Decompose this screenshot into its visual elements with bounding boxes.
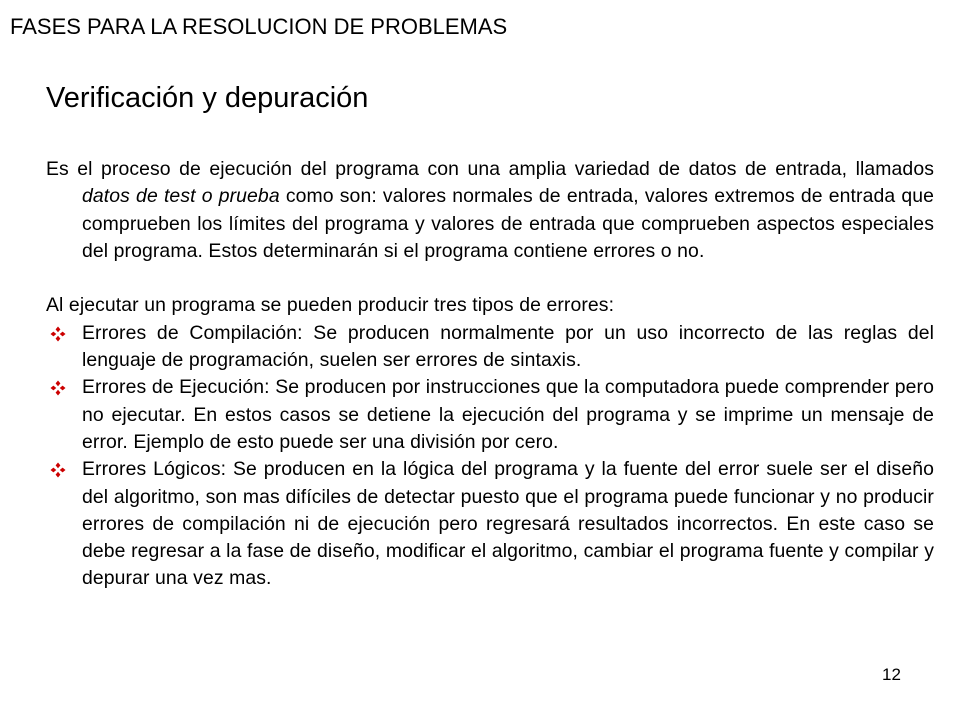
intro-emphasis: datos de test o prueba — [82, 185, 280, 208]
four-diamond-bullet-icon — [50, 462, 66, 478]
bullet-runtime-errors — [46, 374, 934, 456]
four-diamond-bullet-icon — [50, 380, 66, 396]
intro-text-end: como son: valores normales de entrada, valores extremos de entrada que comprueben los límites del programa y valores de entrada que comprueben aspectos especiales del programa. Estos determinarán si el programa contiene errores o no. — [82, 185, 934, 262]
errors-intro: Al ejecutar un programa se pueden producir tres tipos de errores: — [46, 294, 615, 317]
bullet-compilation-errors — [46, 320, 934, 375]
paragraph-spacer — [46, 265, 934, 292]
slide-body — [46, 156, 934, 593]
bullet-logic-errors — [46, 456, 934, 592]
bullet-text: Errores de Compilación: Se producen normalmente por un uso incorrecto de las reglas del lenguaje de programación, suelen ser errores de sintaxis. — [82, 321, 934, 372]
four-diamond-bullet-icon — [50, 326, 66, 342]
bullet-text: Errores Lógicos: Se producen en la lógica del programa y la fuente del error suele ser el diseño del algoritmo, son mas difíciles de detectar puesto que el programa puede funcionar y no producir errores de compilación ni de ejecución pero regresará resultados incorrectos. En este caso se debe regresar a la fase de diseño, modificar el algoritmo, cambiar el programa fuente y compilar y depurar una vez mas. — [82, 458, 934, 590]
slide-title: Verificación y depuración — [46, 82, 369, 114]
intro-paragraph — [46, 156, 934, 265]
slide-header: FASES PARA LA RESOLUCION DE PROBLEMAS — [10, 14, 508, 39]
bullet-text: Errores de Ejecución: Se producen por instrucciones que la computadora puede comprender pero no ejecutar. En estos casos se detiene la ejecución del programa y se imprime un mensaje de error. Ejemplo de esto puede ser una división por cero. — [82, 376, 934, 453]
page-number: 12 — [882, 665, 901, 684]
intro-text-start: Es el proceso de ejecución del programa con una amplia variedad de datos de entrada, llamados — [46, 158, 934, 180]
